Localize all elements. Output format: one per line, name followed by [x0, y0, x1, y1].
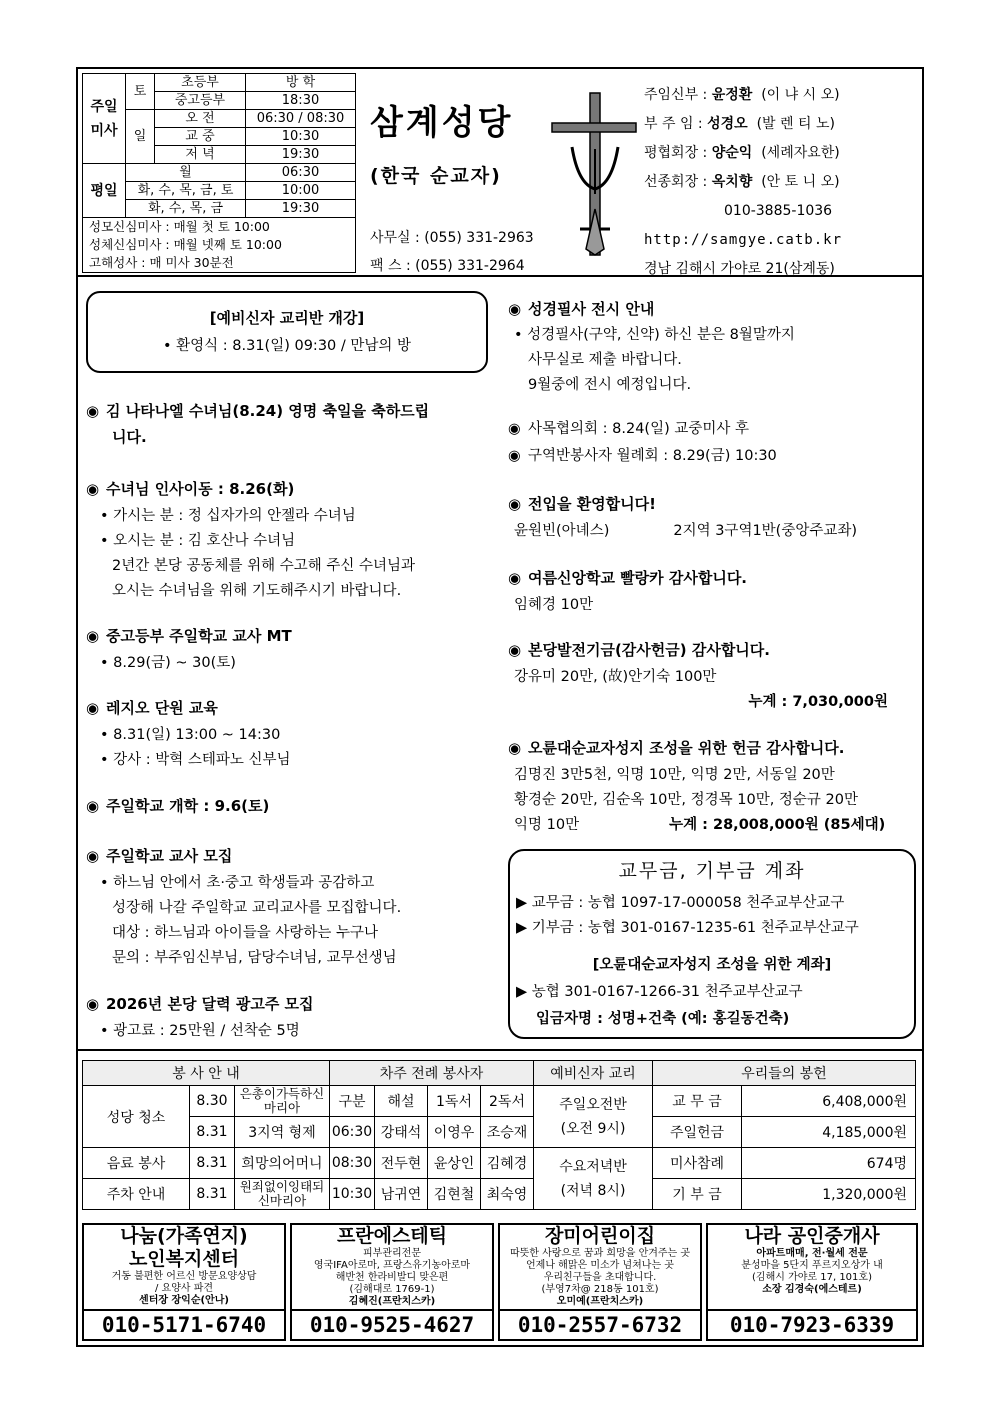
mass-row-time: 19:30	[246, 200, 356, 218]
welcome-section	[508, 489, 918, 544]
ad-name: 장미어린이집	[544, 1225, 656, 1247]
bible-section	[508, 295, 918, 398]
staff-row: 부 주 임 : 성경오 (발 렌 티 노)	[644, 116, 835, 132]
table-header: 봉 사 안 내	[83, 1061, 330, 1086]
liturgy-time: 10:30	[330, 1179, 375, 1210]
offering-value: 6,408,000원	[742, 1086, 916, 1117]
section-title: 2026년 본당 달력 광고주 모집	[106, 995, 314, 1013]
liturgy-reader: 이영우	[428, 1117, 481, 1148]
mass-row-time: 10:30	[246, 128, 356, 146]
section-title: 레지오 단원 교육	[106, 699, 218, 717]
bullet-icon: ◉	[508, 421, 521, 437]
ad-line: 김혜진(프란치스카)	[348, 1296, 436, 1307]
liturgy-commentator: 전두현	[375, 1148, 428, 1179]
weekday-mass-label: 평일	[83, 164, 126, 218]
district-notice	[508, 444, 918, 469]
mass-row-name: 화, 수, 목, 금, 토	[126, 182, 246, 200]
staff-baptismal: (안 토 니 오)	[761, 174, 840, 190]
mass-row-time: 06:30	[246, 164, 356, 182]
section-title: 수녀님 인사이동 : 8.26(화)	[106, 480, 295, 498]
service-label: 성당 청소	[83, 1086, 190, 1148]
liturgy-subheader: 1독서	[428, 1086, 481, 1117]
bullet-icon: ◉	[508, 641, 522, 659]
mass-row-name: 초등부	[155, 74, 246, 92]
mass-note: 고해성사 : 매 미사 30분전	[89, 255, 234, 270]
section-line: 임혜경 10만	[514, 597, 594, 613]
liturgy-reader: 김현철	[428, 1179, 481, 1210]
ad-line: (부영7차@ 218동 101호)	[541, 1284, 659, 1295]
church-subtitle: (한국 순교자)	[370, 165, 502, 187]
account-title: 교무금, 기부금 계좌	[618, 860, 806, 882]
section-title: 여름신앙학교 빨랑카 감사합니다.	[528, 569, 748, 587]
liturgy-reader: 김혜경	[481, 1148, 534, 1179]
section-title: 주일학교 교사 모집	[106, 847, 233, 865]
header-divider	[78, 275, 922, 277]
liturgy-time: 08:30	[330, 1148, 375, 1179]
ad-care-center	[82, 1223, 286, 1341]
account-subtitle: [오륜대순교자성지 조성을 위한 계좌]	[592, 957, 832, 973]
legio-section	[86, 693, 496, 773]
ad-line: 우리친구들을 초대합니다.	[543, 1272, 657, 1283]
staff-name: 양순익	[711, 145, 753, 161]
liturgy-reader: 윤상인	[428, 1148, 481, 1179]
ad-line: 아파트매매, 전·월세 전문	[756, 1248, 868, 1259]
liturgy-reader: 조승재	[481, 1117, 534, 1148]
shrine-section	[508, 733, 918, 838]
section-line: • 하느님 안에서 초·중고 학생들과 공감하고	[100, 875, 375, 891]
section-line: 오시는 수녀님을 위해 기도해주시기 바랍니다.	[112, 583, 402, 599]
liturgy-commentator: 강태석	[375, 1117, 428, 1148]
sister-section	[86, 474, 496, 604]
ad-name: 노인복지센터	[128, 1248, 240, 1270]
section-line: • 광고료 : 25만원 / 선착순 5명	[100, 1023, 300, 1039]
service-date: 8.30	[190, 1086, 235, 1117]
development-section	[508, 635, 918, 715]
section-title: 성경필사 전시 안내	[528, 300, 655, 318]
service-who: 은총이가득하신마리아	[235, 1086, 330, 1117]
catechism-time: (저녁 8시)	[560, 1182, 626, 1199]
staff-baptismal: (이 냐 시 오)	[761, 87, 840, 103]
table-header: 차주 전례 봉사자	[330, 1061, 534, 1086]
mass-row-time: 10:00	[246, 182, 356, 200]
ad-phone[interactable]: 010-9525-4627	[292, 1309, 492, 1339]
account-line: ▶ 교무금 : 농협 1097-17-000058 천주교부산교구	[516, 895, 845, 911]
service-label: 음료 봉사	[83, 1148, 190, 1179]
ad-line: 오미예(프란치스카)	[556, 1296, 644, 1307]
section-line: 강유미 20만, (故)안기숙 100만	[514, 669, 717, 685]
staff-role: 선종회장	[644, 174, 699, 190]
bulletin-page	[76, 67, 924, 1347]
welcome-area: 2지역 3구역1반(중앙주교좌)	[673, 523, 858, 539]
council-notice	[508, 417, 918, 442]
church-title: 삼계성당	[370, 103, 514, 143]
liturgy-time: 06:30	[330, 1117, 375, 1148]
section-total: 누계 : 7,030,000원	[748, 694, 888, 710]
school-open	[86, 791, 269, 821]
service-who: 원죄없이잉태되신마리아	[235, 1179, 330, 1210]
office-phone: 사무실 : (055) 331-2963	[370, 230, 534, 246]
ad-line: / 요양사 파견	[154, 1283, 214, 1294]
deposit-note: 입금자명 : 성명+건축 (예: 홍길동건축)	[536, 1011, 790, 1027]
account-line: ▶ 기부금 : 농협 301-0167-1235-61 천주교부산교구	[516, 920, 859, 936]
section-line: 성장해 나갈 주일학교 교리교사를 모집합니다.	[112, 900, 402, 916]
service-table	[82, 1060, 916, 1210]
bullet-icon: ◉	[508, 495, 522, 513]
staff-role: 평협회장	[644, 145, 699, 161]
bullet-icon: ◉	[86, 995, 100, 1013]
section-line: • 가시는 분 : 정 십자가의 안젤라 수녀님	[100, 508, 356, 524]
section-title: 전입을 환영합니다!	[528, 495, 656, 513]
staff-baptismal: (세례자요한)	[761, 145, 840, 161]
section-total: 누계 : 28,008,000원 (85세대)	[669, 817, 886, 833]
offering-value: 674명	[742, 1148, 916, 1179]
liturgy-subheader: 구분	[330, 1086, 375, 1117]
summer-section	[508, 563, 918, 618]
staff-row: 주임신부 : 윤정환 (이 냐 시 오)	[644, 87, 840, 103]
service-date: 8.31	[190, 1148, 235, 1179]
table-header: 예비신자 교리	[534, 1061, 653, 1086]
ad-line: (김해대로 1769-1)	[349, 1284, 435, 1295]
staff-name: 성경오	[707, 116, 748, 132]
offering-label: 주일헌금	[653, 1117, 742, 1148]
staff-name: 옥치향	[711, 174, 753, 190]
feast-line: 김 나타나엘 수녀님(8.24) 영명 축일을 축하드립	[106, 402, 430, 420]
section-line: 대상 : 하느님과 아이들을 사랑하는 누구나	[112, 925, 379, 941]
ad-line: 센터장 장익순(안나)	[139, 1295, 229, 1306]
section-title: 주일학교 개학 : 9.6(토)	[106, 797, 270, 815]
feast-line: 니다.	[112, 428, 147, 446]
section-line: 익명 10만	[514, 817, 580, 833]
mt-section	[86, 621, 496, 676]
section-divider	[78, 1049, 922, 1051]
staff-baptismal: (발 렌 티 노)	[756, 116, 835, 132]
ad-line: (김해시 가야로 17, 101호)	[752, 1272, 872, 1283]
ad-line: 분성마을 5단지 푸르지오상가 내	[741, 1260, 883, 1271]
offering-value: 1,320,000원	[742, 1179, 916, 1210]
mass-row-time: 19:30	[246, 146, 356, 164]
fax-number: 팩 스 : (055) 331-2964	[370, 258, 525, 274]
welcome-name: 윤원빈(아녜스)	[514, 523, 610, 539]
section-line: • 강사 : 박혁 스테파노 신부님	[100, 752, 291, 768]
calendar-section	[86, 989, 496, 1044]
offering-label: 기 부 금	[653, 1179, 742, 1210]
section-line: • 성경필사(구약, 신약) 하신 분은 8월말까지	[514, 327, 795, 343]
ad-name: 프란에스테틱	[336, 1225, 448, 1247]
saturday-label: 토	[126, 74, 155, 110]
liturgy-commentator: 남귀연	[375, 1179, 428, 1210]
staff-name: 윤정환	[711, 87, 753, 103]
ad-phone[interactable]: 010-5171-6740	[84, 1309, 284, 1339]
bullet-icon: ◉	[508, 448, 521, 464]
ad-phone[interactable]: 010-7923-6339	[708, 1309, 916, 1339]
contact-phone: 010-3885-1036	[724, 203, 833, 219]
section-line: 김명진 3만5천, 익명 10만, 익명 2만, 서동일 20만	[514, 767, 835, 783]
bullet-icon: ◉	[86, 699, 100, 717]
ad-line: 거동 불편한 어르신 방문요양상담	[111, 1271, 257, 1282]
liturgy-subheader: 해설	[375, 1086, 428, 1117]
catechumen-title: [예비신자 교리반 개강]	[209, 309, 365, 327]
section-line: • 8.29(금) ~ 30(토)	[100, 655, 236, 671]
mass-row-name: 오 전	[155, 110, 246, 128]
catechism-class: 수요저녁반	[559, 1158, 627, 1175]
staff-list	[644, 81, 842, 284]
mass-row-time: 18:30	[246, 92, 356, 110]
table-header: 우리들의 봉헌	[653, 1061, 916, 1086]
mass-note: 성모신심미사 : 매월 첫 토 10:00	[89, 219, 270, 234]
section-title: 중고등부 주일학교 교사 MT	[106, 627, 292, 645]
mass-row-name: 중고등부	[155, 92, 246, 110]
offering-label: 미사참례	[653, 1148, 742, 1179]
feast-notice	[86, 397, 496, 425]
ad-phone[interactable]: 010-2557-6732	[500, 1309, 700, 1339]
bullet-icon: ◉	[86, 402, 100, 420]
ad-name: 나눔(가족연지)	[120, 1225, 248, 1247]
church-address: 경남 김해시 가야로 21(삼계동)	[644, 261, 835, 277]
section-line: 문의 : 부주임신부님, 담당수녀님, 교무선생님	[112, 950, 397, 966]
mass-note: 성체신심미사 : 매월 넷째 토 10:00	[89, 237, 282, 252]
ad-line: 피부관리전문	[363, 1248, 421, 1259]
service-date: 8.31	[190, 1117, 235, 1148]
section-line: • 8.31(일) 13:00 ~ 14:30	[100, 727, 281, 743]
section-line: 황경순 20만, 김순옥 10만, 정경목 10만, 정순규 20만	[514, 792, 859, 808]
account-box	[508, 849, 916, 1039]
catechism-class: 주일오전반	[559, 1096, 627, 1113]
bullet-icon: ◉	[86, 480, 100, 498]
section-line: 2년간 본당 공동체를 위해 수고해 주신 수녀님과	[112, 558, 416, 574]
bullet-icon: ◉	[508, 739, 522, 757]
catechism-time: (오전 9시)	[560, 1120, 626, 1137]
mass-row-time: 방 학	[246, 74, 356, 92]
teacher-section	[86, 841, 496, 971]
bullet-icon: ◉	[86, 797, 100, 815]
mass-row-name: 화, 수, 목, 금	[126, 200, 246, 218]
ad-esthetic	[290, 1223, 494, 1341]
bullet-icon: ◉	[86, 847, 100, 865]
ad-line: 영국IFA아로마, 프랑스유기농아로마	[313, 1260, 471, 1271]
ad-kindergarten	[498, 1223, 702, 1341]
ad-line: 따뜻한 사랑으로 꿈과 희망을 안겨주는 곳	[509, 1248, 691, 1259]
sunday-mass-label: 주일 미사	[83, 74, 126, 164]
section-line: 사목협의회 : 8.24(일) 교중미사 후	[528, 421, 749, 437]
catechumen-box	[86, 291, 488, 373]
website-link[interactable]: http://samgye.catb.kr	[644, 232, 843, 248]
section-title: 오륜대순교자성지 조성을 위한 헌금 감사합니다.	[528, 739, 845, 757]
ad-name: 나라 공인중개사	[744, 1225, 880, 1247]
service-who: 희망의어머니	[235, 1148, 330, 1179]
offering-value: 4,185,000원	[742, 1117, 916, 1148]
staff-role: 주임신부	[644, 87, 699, 103]
mass-row-name: 월	[126, 164, 246, 182]
mass-row-time: 06:30 / 08:30	[246, 110, 356, 128]
liturgy-subheader: 2독서	[481, 1086, 534, 1117]
catechumen-text: • 환영식 : 8.31(일) 09:30 / 만남의 방	[162, 338, 412, 354]
ad-line: 언제나 해맑은 미소가 넘쳐나는 곳	[526, 1260, 674, 1271]
service-date: 8.31	[190, 1179, 235, 1210]
account-line: ▶ 농협 301-0167-1266-31 천주교부산교구	[516, 984, 803, 1000]
section-line: 9월중에 전시 예정입니다.	[528, 377, 692, 393]
mass-row-name: 교 중	[155, 128, 246, 146]
sunday-day-label: 일	[126, 110, 155, 164]
section-line: 구역반봉사자 월례회 : 8.29(금) 10:30	[528, 448, 777, 464]
ad-realtor	[706, 1223, 918, 1341]
staff-role: 부 주 임	[644, 116, 694, 132]
offering-label: 교 무 금	[653, 1086, 742, 1117]
section-title: 본당발전기금(감사헌금) 감사합니다.	[528, 641, 770, 659]
cross-icon	[548, 89, 638, 259]
mass-row-name: 저 녁	[155, 146, 246, 164]
ad-line: 소장 김경숙(에스테르)	[762, 1284, 862, 1295]
staff-row: 평협회장 : 양순익 (세례자요한)	[644, 145, 840, 161]
section-line: • 오시는 분 : 김 호산나 수녀님	[100, 533, 296, 549]
staff-row: 선종회장 : 옥치향 (안 토 니 오)	[644, 174, 840, 190]
bullet-icon: ◉	[86, 627, 100, 645]
ad-line: 해반천 한라비발디 맞은편	[335, 1272, 449, 1283]
mass-schedule	[82, 73, 356, 273]
liturgy-reader: 최숙영	[481, 1179, 534, 1210]
bullet-icon: ◉	[508, 569, 522, 587]
section-line: 사무실로 제출 바랍니다.	[528, 352, 682, 368]
service-who: 3지역 형제	[235, 1117, 330, 1148]
service-label: 주차 안내	[83, 1179, 190, 1210]
bullet-icon: ◉	[508, 300, 522, 318]
